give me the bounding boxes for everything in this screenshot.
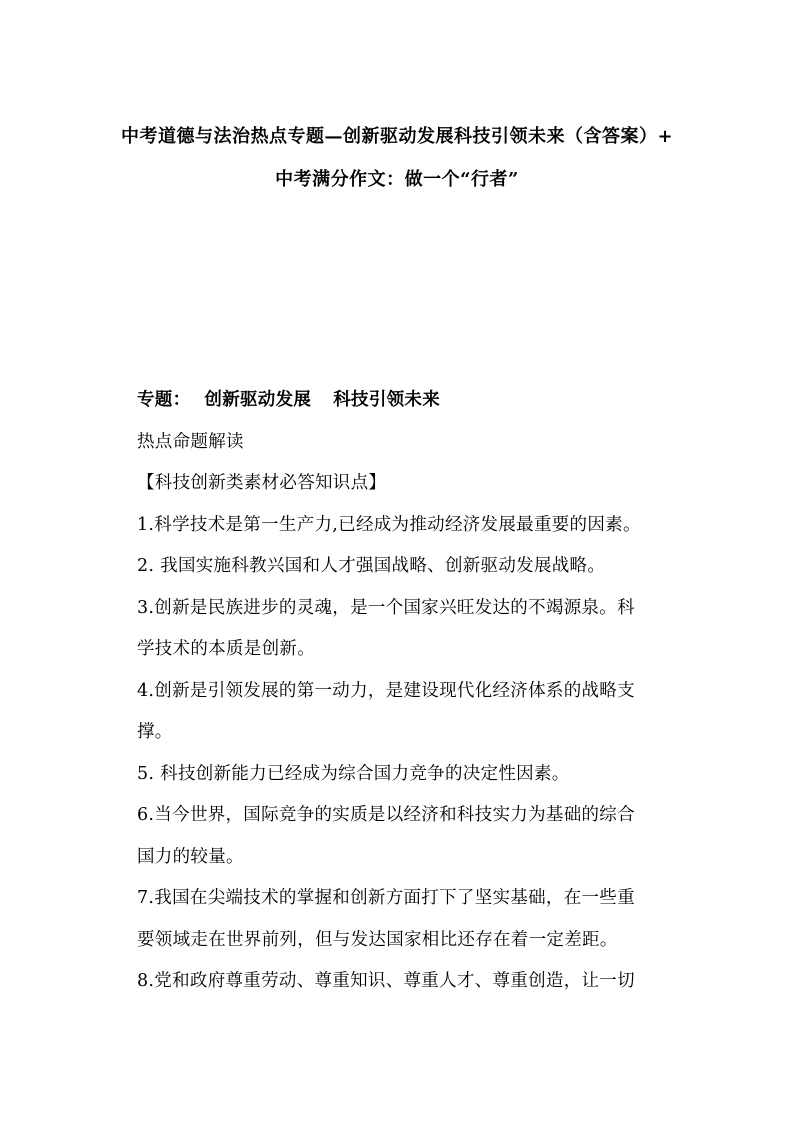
paragraph-line: 2. 我国实施科教兴国和人才强国战略、创新驱动发展战略。: [137, 556, 606, 576]
paragraph-line: 1.科学技术是第一生产力,已经成为推动经济发展最重要的因素。: [137, 514, 641, 535]
bracket-heading: 【科技创新类素材必答知识点】: [137, 473, 387, 493]
paragraph-line: 国力的较量。: [137, 846, 244, 867]
section-heading: 热点命题解读: [137, 431, 244, 452]
paragraph-line: 撑。: [137, 722, 173, 742]
paragraph-line: 5. 科技创新能力已经成为综合国力竞争的决定性因素。: [137, 763, 570, 784]
topic-label: 专题：: [137, 390, 191, 410]
topic-part-1: 创新驱动发展: [204, 390, 312, 410]
document-body: [137, 380, 677, 1003]
document-title-line-1: 中考道德与法治热点专题—创新驱动发展科技引领未来（含答案）+: [120, 126, 674, 147]
paragraph-line: 7.我国在尖端技术的掌握和创新方面打下了坚实基础，在一些重: [137, 888, 635, 908]
paragraph-line: 3.创新是民族进步的灵魂，是一个国家兴旺发达的不竭源泉。科: [137, 597, 635, 618]
paragraph-line: 4.创新是引领发展的第一动力，是建设现代化经济体系的战略支: [137, 680, 635, 701]
document-title-line-2: 中考满分作文：做一个“行者”: [275, 169, 519, 190]
topic-line: [137, 380, 677, 422]
paragraph-line: 要领域走在世界前列，但与发达国家相比还存在着一定差距。: [137, 929, 618, 950]
topic-part-2: 科技引领未来: [333, 390, 441, 410]
paragraph-line: 学技术的本质是创新。: [137, 639, 315, 659]
paragraph-line: 6.当今世界，国际竞争的实质是以经济和科技实力为基础的综合: [137, 805, 635, 825]
paragraph-line: 8.党和政府尊重劳动、尊重知识、尊重人才、尊重创造，让一切: [137, 971, 635, 991]
